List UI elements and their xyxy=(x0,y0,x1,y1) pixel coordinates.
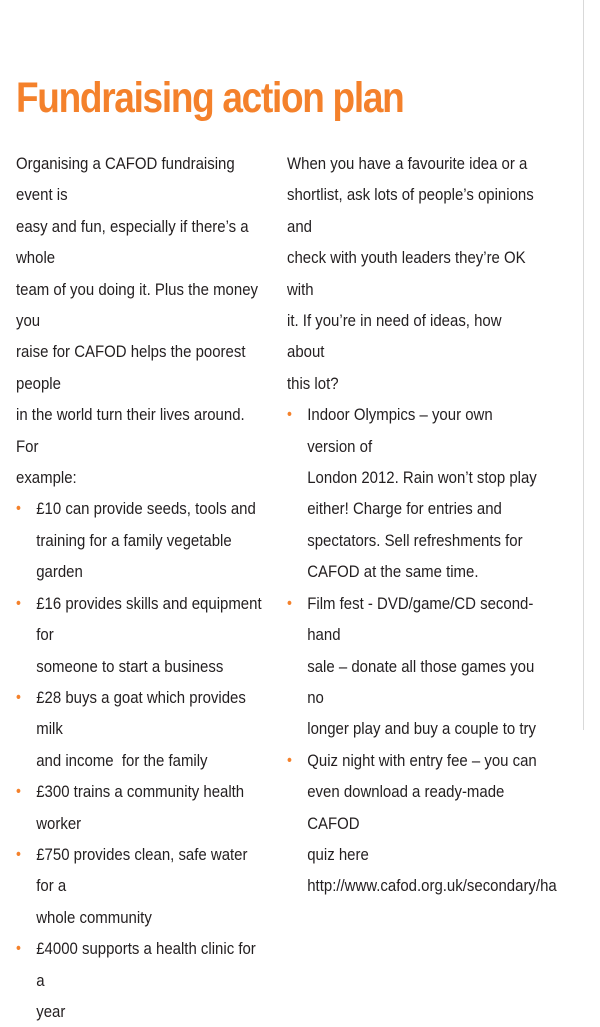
bullet-icon: • xyxy=(16,594,21,612)
bullet-icon: • xyxy=(16,783,21,801)
list-item xyxy=(287,588,540,745)
text-line: £4000 supports a health clinic for a xyxy=(36,939,256,990)
text-line: easy and fun, especially if there’s a whole xyxy=(16,216,249,268)
text-line: this lot? xyxy=(287,373,339,393)
text-line: quiz here xyxy=(307,844,369,864)
text-line: spectators. Sell refreshments for xyxy=(307,530,523,550)
list-item xyxy=(16,588,267,682)
intro-paragraph-right xyxy=(287,148,540,399)
text-line: London 2012. Rain won’t stop play xyxy=(307,468,537,488)
bullet-icon: • xyxy=(16,500,21,518)
text-line: raise for CAFOD helps the poorest people xyxy=(16,342,246,393)
text-line: When you have a favourite idea or a xyxy=(287,154,528,173)
bullet-icon: • xyxy=(16,688,21,706)
text-line: £28 buys a goat which provides milk xyxy=(36,687,246,739)
text-line: either! Charge for entries and xyxy=(307,499,502,519)
text-line: in the world turn their lives around. For xyxy=(16,405,245,456)
text-line: even download a ready-made CAFOD xyxy=(307,782,505,833)
list-item xyxy=(16,493,267,587)
text-line: Organising a CAFOD fundraising event is xyxy=(16,154,235,205)
list-item xyxy=(16,776,267,839)
donation-examples-list xyxy=(16,493,267,1027)
text-line: training for a family vegetable garden xyxy=(36,530,232,582)
page-edge-divider xyxy=(583,0,584,730)
event-ideas-list xyxy=(287,399,557,902)
bullet-icon: • xyxy=(287,594,292,612)
text-line: whole community xyxy=(36,907,152,927)
list-item xyxy=(16,682,267,776)
list-item xyxy=(287,745,557,902)
text-line: £10 can provide seeds, tools and xyxy=(36,499,256,519)
text-line: £300 trains a community health worker xyxy=(36,782,245,833)
text-line: team of you doing it. Plus the money you xyxy=(16,279,258,331)
text-line: sale – donate all those games you no xyxy=(307,656,535,707)
list-item xyxy=(16,933,267,1027)
bullet-icon: • xyxy=(16,845,21,863)
text-line: £750 provides clean, safe water for a xyxy=(36,844,248,896)
text-line: Quiz night with entry fee – you can xyxy=(307,750,537,770)
text-line: £16 provides skills and equipment for xyxy=(36,593,262,645)
quiz-url-link[interactable]: http://www.cafod.org.uk/secondary/ha xyxy=(307,876,557,896)
text-line: someone to start a business xyxy=(36,656,224,676)
left-column xyxy=(16,148,267,1027)
text-line: longer play and buy a couple to try xyxy=(307,719,536,739)
text-line: year xyxy=(36,1001,66,1021)
list-item xyxy=(16,839,267,933)
right-column xyxy=(287,148,557,902)
bullet-icon: • xyxy=(287,406,292,424)
text-line: example: xyxy=(16,468,77,488)
text-line: and income for the family xyxy=(36,750,208,770)
intro-paragraph-left xyxy=(16,148,267,493)
text-line: check with youth leaders they’re OK with xyxy=(287,248,526,299)
bullet-icon: • xyxy=(287,751,292,769)
bullet-icon: • xyxy=(16,940,21,958)
text-line: it. If you’re in need of ideas, how about xyxy=(287,311,502,362)
list-item xyxy=(287,399,540,587)
text-line: Film fest - DVD/game/CD second-hand xyxy=(307,593,534,645)
text-line: shortlist, ask lots of people’s opinions and xyxy=(287,185,534,236)
text-line: Indoor Olympics – your own version of xyxy=(307,405,493,456)
text-line: CAFOD at the same time. xyxy=(307,562,479,582)
page-title: Fundraising action plan xyxy=(16,74,404,122)
